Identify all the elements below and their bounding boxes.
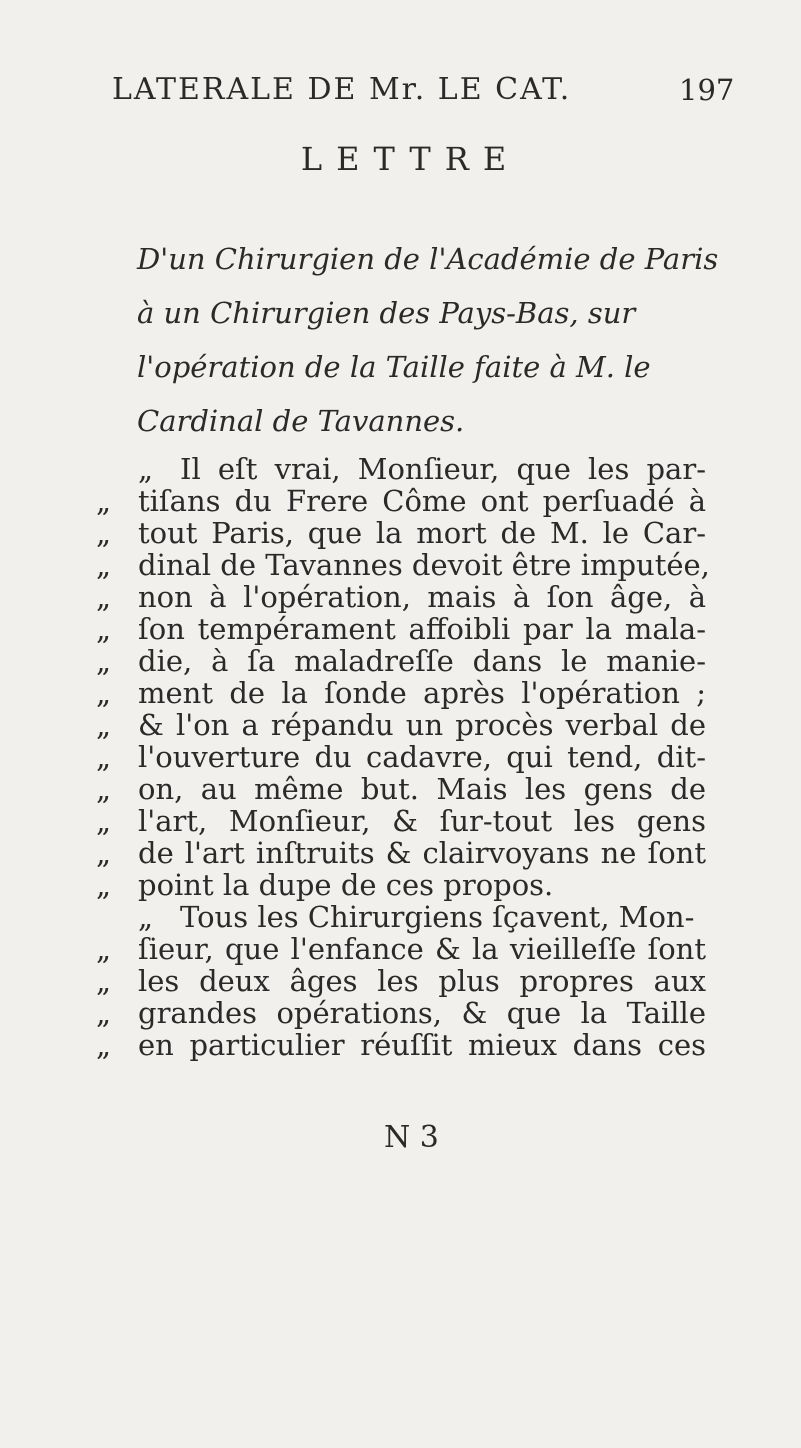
text-line xyxy=(96,709,706,741)
line-text: grandes opérations, & que la Taille xyxy=(138,996,706,1030)
text-line xyxy=(96,869,706,901)
quote-mark: „ xyxy=(96,580,112,614)
text-line xyxy=(96,773,706,805)
quote-mark: „ xyxy=(96,1028,112,1062)
quote-mark: „ xyxy=(96,676,112,710)
subtitle-line: Cardinal de Tavannes. xyxy=(137,404,465,438)
body-text xyxy=(96,452,710,1062)
text-line xyxy=(96,805,706,837)
quote-mark: „ xyxy=(96,708,112,742)
line-text: les deux âges les plus propres aux xyxy=(138,964,706,998)
text-line xyxy=(96,1029,706,1061)
line-text: & l'on a répandu un procès verbal de xyxy=(138,708,706,742)
text-line xyxy=(96,581,706,613)
running-head-text: LATERALE DE Mr. LE CAT. xyxy=(112,72,572,107)
text-line xyxy=(96,645,706,677)
line-text: tout Paris, que la mort de M. le Car- xyxy=(138,516,706,550)
line-text: dinal de Tavannes devoit être imputée, xyxy=(138,548,710,582)
quote-mark: „ xyxy=(96,804,112,838)
letter-subtitle xyxy=(137,232,737,448)
quote-mark: „ xyxy=(96,836,112,870)
quote-mark: „ xyxy=(96,740,112,774)
line-text: tiſans du Frere Côme ont perſuadé à xyxy=(138,484,706,518)
line-text: en particulier réuſſit mieux dans ces xyxy=(138,1028,706,1062)
quote-mark: „ xyxy=(138,900,154,934)
quote-mark: „ xyxy=(96,868,112,902)
quote-mark: „ xyxy=(96,548,112,582)
text-line xyxy=(96,965,706,997)
line-text: ſon tempérament affoibli par la mala- xyxy=(138,612,706,646)
quote-mark: „ xyxy=(138,452,154,486)
text-line xyxy=(96,453,706,485)
subtitle-line: D'un Chirurgien de l'Académie de Paris xyxy=(137,242,719,276)
quote-mark: „ xyxy=(96,772,112,806)
quote-mark: „ xyxy=(96,996,112,1030)
line-text: ſieur, que l'enfance & la vieilleſſe ſont xyxy=(138,932,706,966)
text-line xyxy=(96,837,706,869)
line-text: non à l'opération, mais à ſon âge, à xyxy=(138,580,706,614)
subtitle-line: à un Chirurgien des Pays-Bas, sur xyxy=(137,296,636,330)
line-text: Il eſt vrai, Monſieur, que les par- xyxy=(180,452,706,486)
quote-mark: „ xyxy=(96,484,112,518)
line-text: de l'art inſtruits & clairvoyans ne ſont xyxy=(138,836,706,870)
text-line xyxy=(96,548,710,582)
line-text: die, à ſa maladreſſe dans le manie- xyxy=(138,644,706,678)
line-text: point la dupe de ces propos. xyxy=(138,868,554,902)
text-line xyxy=(96,741,706,773)
subtitle-line: l'opération de la Taille faite à M. le xyxy=(137,350,651,384)
quote-mark: „ xyxy=(96,612,112,646)
text-line xyxy=(96,517,706,549)
line-text: l'ouverture du cadavre, qui tend, dit- xyxy=(138,740,706,774)
line-text: Tous les Chirurgiens ſçavent, Mon- xyxy=(180,900,695,934)
text-line xyxy=(96,997,706,1029)
quote-mark: „ xyxy=(96,516,112,550)
line-text: ment de la ſonde après l'opération ; xyxy=(138,676,706,710)
text-line xyxy=(96,485,706,517)
line-text: on, au même but. Mais les gens de xyxy=(138,772,706,806)
letter-title: LETTRE xyxy=(300,140,521,178)
text-line xyxy=(96,933,706,965)
signature-mark: N 3 xyxy=(384,1120,439,1155)
text-line xyxy=(96,677,706,709)
text-line xyxy=(96,613,706,645)
quote-mark: „ xyxy=(96,964,112,998)
running-head xyxy=(112,72,735,107)
text-line xyxy=(96,901,706,933)
quote-mark: „ xyxy=(96,644,112,678)
line-text: l'art, Monſieur, & ſur-tout les gens xyxy=(138,804,706,838)
page-number: 197 xyxy=(679,73,735,107)
quote-mark: „ xyxy=(96,932,112,966)
